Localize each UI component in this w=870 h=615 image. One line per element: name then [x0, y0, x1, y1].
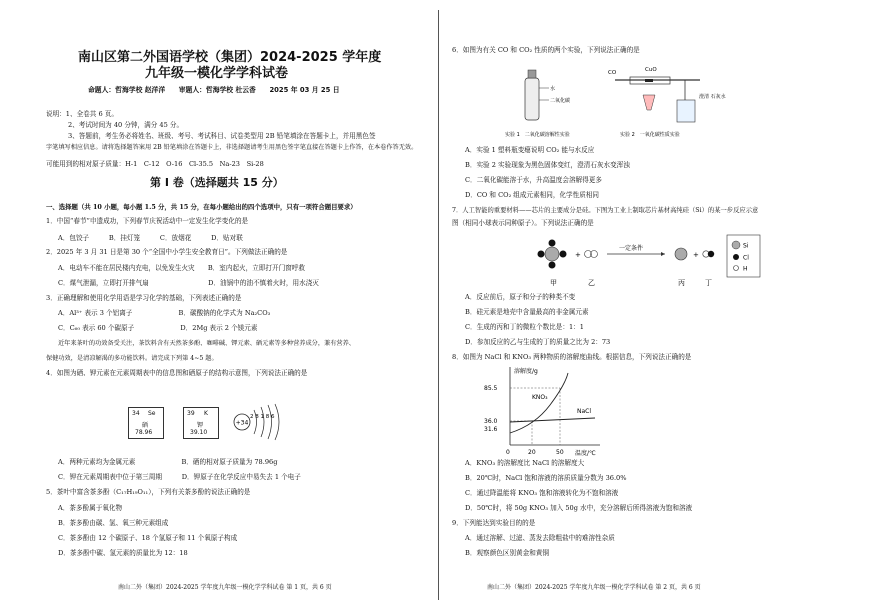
question-options: D．参加反应的乙与生成的丁的质量之比为 2：73	[465, 338, 611, 346]
label-cuo: CuO	[645, 67, 657, 73]
x-tick: 0	[506, 449, 510, 456]
y-tick: 31.6	[484, 426, 498, 433]
section-intro: 一、选择题（共 10 小题，每小题 1.5 分，共 15 分，在每小题给出的四个选项中，只有一项符合题目要求）	[46, 203, 357, 211]
question-options: D．50℃时，将 50g KNO₃ 加入 50g 水中，充分溶解后所得溶液为饱和溶液	[465, 504, 693, 512]
question-options: C．C₆₀ 表示 60 个碳原子 D．2Mg 表示 2 个镁元素	[58, 324, 258, 332]
question-text: 3．正确理解和使用化学用语是学习化学的基础，下列表述正确的是	[46, 294, 242, 302]
question-options: C．生成的丙和丁的微粒个数比是：1：1	[465, 323, 584, 331]
question-options: A．包饺子 B．挂灯笼 C．放烟花 D．贴对联	[58, 234, 243, 242]
legend-h: H	[743, 265, 748, 273]
question-text: 5．茶叶中富含茶多酚（C₁₇H₁₉O₁₁），下列有关茶多酚的说法正确的是	[46, 488, 251, 496]
label-ding: 丁	[705, 279, 712, 287]
caption-exp2: 实验 2 一氧化碳性质实验	[620, 132, 680, 138]
question-options: C．钾在元素周期表中位于第三周期 D．钾原子在化学反应中易失去 1 个电子	[58, 473, 301, 481]
question-options: C．通过降温能将 KNO₃ 饱和溶液转化为不饱和溶液	[465, 489, 619, 497]
exam-title-line2: 九年级一模化学学科试卷	[145, 66, 289, 81]
exam-authors: 命题人：哲海学校 赵洋洋 审题人：哲海学校 杜云香 2025 年 03 月 25 日	[88, 86, 340, 94]
question-options: A．实验 1 塑料瓶变瘪说明 CO₂ 能与水反应	[465, 146, 595, 154]
atomic-mass: 78.96	[135, 429, 153, 436]
question-options: B．实验 2 实验现象为黑色固体变红，澄清石灰水变浑浊	[465, 161, 630, 169]
label-co2: 二氧化碳	[550, 98, 571, 104]
kno3-curve	[510, 373, 568, 433]
co-co2-experiments-figure	[505, 60, 726, 142]
question-options: D．CO 和 CO₂ 组成元素相同，化学性质相同	[465, 191, 600, 199]
label-water: 水	[550, 86, 556, 92]
reaction-diagram	[535, 233, 765, 291]
question-text: 6．如图为有关 CO 和 CO₂ 性质的两个实验，下列说法正确的是	[452, 46, 640, 54]
exam-title-line1: 南山区第二外国语学校（集团）2024-2025 学年度	[78, 50, 382, 65]
question-options: C．茶多酚由 12 个碳原子、18 个氢原子和 11 个氧原子构成	[58, 534, 238, 542]
label-limewater: 澄清 石灰水	[699, 94, 726, 100]
reaction-condition: 一定条件	[619, 245, 644, 252]
question-options: B．20℃时，NaCl 饱和溶液的溶质质量分数为 36.0%	[465, 474, 627, 482]
question-options: C．煤气泄漏，立即打开排气扇 D．油锅中的油不慎着火时，用水浇灭	[58, 279, 319, 287]
solubility-curve-chart	[480, 363, 615, 458]
note-line: 2、考试时间为 40 分钟，满分 45 分。	[68, 121, 184, 129]
question-options: B．观察颜色区别黄金和黄铜	[465, 549, 549, 557]
page-footer: 南山二外（集团）2024-2025 学年度九年级一模化学学科试卷 第 2 页，共 6 页	[487, 584, 701, 591]
question-options: B．茶多酚由碳、氢、氧三种元素组成	[58, 519, 169, 527]
nacl-curve	[510, 418, 595, 422]
svg-text:+: +	[575, 251, 581, 259]
reading-passage: 保健功效，是清凉解渴的多功能饮料。请完成下列第 4~5 题。	[46, 355, 218, 362]
question-options: D．茶多酚中碳、氢元素的质量比为 12：18	[58, 549, 188, 557]
question-options: A．KNO₃ 的溶解度比 NaCl 的溶解度大	[465, 459, 585, 467]
atom-structure-diagram	[230, 400, 290, 444]
question-text: 图（相同小球表示同种原子）。下列说法正确的是	[452, 219, 594, 227]
atomic-number: 39	[187, 410, 195, 417]
atomic-number: 34	[132, 410, 140, 417]
y-tick: 36.0	[484, 418, 498, 425]
element-name: 钾	[197, 422, 204, 429]
element-symbol: Se	[148, 410, 156, 417]
question-options: A．两种元素均为金属元素 B．硒的相对原子质量为 78.96g	[58, 458, 278, 466]
question-text: 4．如图为硒、钾元素在元素周期表中的信息图和硒原子的结构示意图，下列说法正确的是	[46, 369, 308, 377]
section-title: 第 Ⅰ 卷（选择题共 15 分）	[150, 176, 284, 189]
question-options: B．硅元素是地壳中含量最高的非金属元素	[465, 308, 589, 316]
question-text: 1．中国“春节”申遗成功，下列春节庆祝活动中一定发生化学变化的是	[46, 217, 249, 225]
nucleus-label: +34	[235, 419, 249, 427]
label-bing: 丙	[678, 279, 685, 287]
atomic-mass: 39.10	[190, 429, 208, 436]
label-jia: 甲	[550, 279, 557, 287]
question-text: 8．如图为 NaCl 和 KNO₃ 两种物质的溶解度曲线。根据信息，下列说法正确的是	[452, 353, 692, 361]
label-co: CO	[608, 70, 617, 76]
question-options: A．Al³⁺ 表示 3 个铝离子 B．碳酸钠的化学式为 Na₂CO₃	[58, 309, 271, 317]
question-options: A．通过溶解、过滤、蒸发去除粗盐中的难溶性杂质	[465, 534, 615, 542]
x-tick: 20	[528, 449, 536, 456]
question-text: 2．2025 年 3 月 31 日是第 30 个“全国中小学生安全教育日”。下列做法正确的是	[46, 248, 288, 256]
question-text: 9．下列能达到实验目的的是	[452, 519, 536, 527]
alcohol-lamp	[643, 95, 655, 110]
question-options: C．二氧化碳能溶于水，升高温度会溶解得更多	[465, 176, 602, 184]
legend-si: Si	[743, 242, 749, 250]
kno3-label: KNO₃	[532, 394, 548, 401]
question-options: A．电动车不能在居民楼内充电，以免发生火灾 B．室内起火，立即打开门窗呼救	[58, 264, 305, 272]
page-divider	[438, 10, 439, 600]
plastic-bottle	[525, 78, 539, 120]
page-footer: 南山二外（集团）2024-2025 学年度九年级一模化学学科试卷 第 1 页，共 6 页	[118, 584, 332, 591]
element-card-k	[183, 407, 219, 439]
atomic-masses: 可能用到的相对原子质量：H-1 C-12 O-16 Cl-35.5 Na-23 Si-28	[46, 160, 264, 168]
y-axis-label: 溶解度/g	[514, 368, 538, 375]
nacl-label: NaCl	[577, 408, 592, 415]
x-tick: 50	[556, 449, 564, 456]
caption-exp1: 实验 1 二氧化碳溶解性实验	[505, 132, 570, 138]
x-axis-label: 温度/℃	[575, 450, 596, 457]
limewater-beaker	[677, 100, 695, 122]
element-card-se	[128, 407, 164, 439]
reading-passage: 近年来茶叶的功效备受关注，茶饮料含有天然茶多酚、咖啡碱、钾元素、硒元素等多种营养成分，兼有营养、	[58, 340, 355, 347]
element-name: 硒	[142, 422, 149, 429]
question-options: A．反应前后，原子和分子的种类不变	[465, 293, 576, 301]
note-line: 说明：1、全卷共 6 页。	[46, 110, 118, 118]
label-yi: 乙	[588, 279, 595, 287]
legend-cl: Cl	[743, 254, 749, 262]
note-line: 字笔填写相应信息。请将选择题答案用 2B 铅笔填涂在答题卡上，非选择题请考生用黑色签字笔直接在答题卡上作答，在本卷作答无效。	[46, 144, 418, 151]
question-options: A．茶多酚属于氧化物	[58, 504, 123, 512]
svg-text:+: +	[693, 251, 699, 259]
shell-numbers: 2 8 1 8 6	[250, 414, 275, 420]
element-symbol: K	[204, 410, 208, 417]
question-text: 7．人工智能的重要材料——芯片的主要成分是硅。下图为工业上制取芯片基材高纯硅（Si）的某一步反应示意	[452, 207, 759, 214]
note-line: 3、答题前，考生务必将姓名、班级、考号、考试科目、试卷类型用 2B 铅笔填涂在答题卡上，并用黑色签	[68, 132, 376, 140]
y-tick: 85.5	[484, 385, 498, 392]
